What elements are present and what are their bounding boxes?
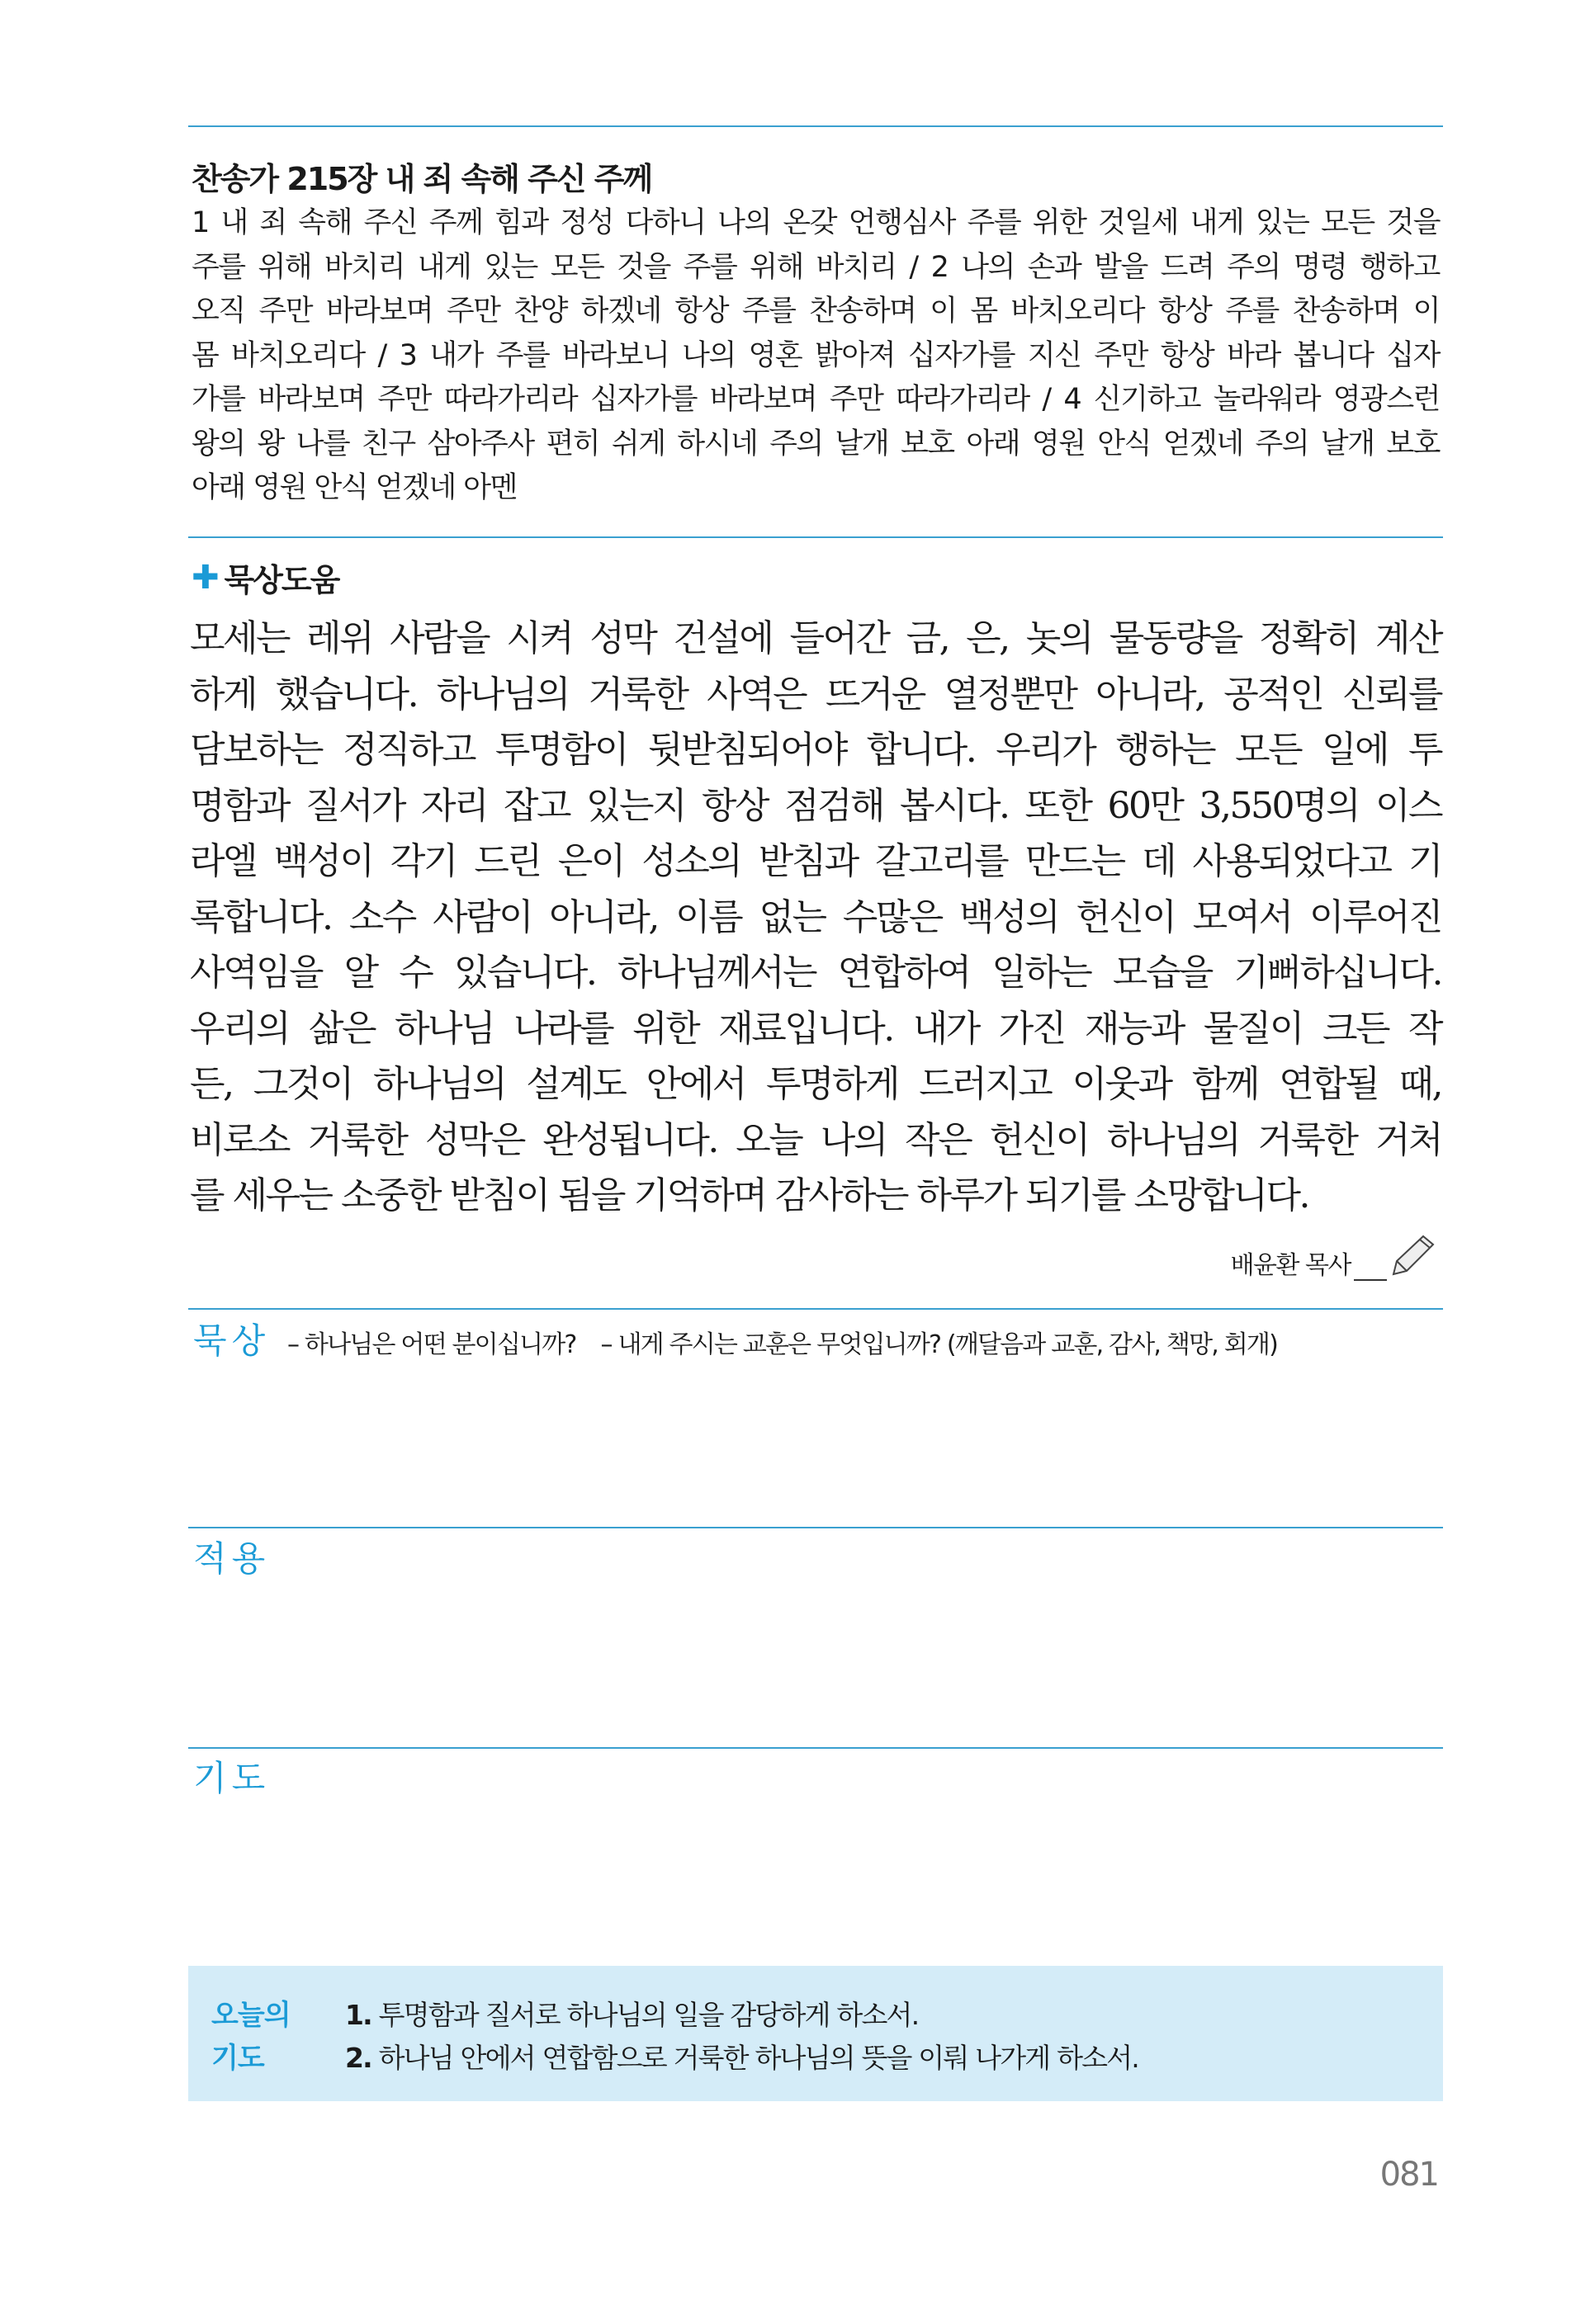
prayer-label: 기도: [193, 1758, 271, 1798]
body-line: 라엘 백성이 각기 드린 은이 성소의 받침과 갈고리를 만드는 데 사용되었다고 기: [190, 840, 1441, 882]
today-prayer-box: [188, 1966, 1443, 2101]
body-line: 우리의 삶은 하나님 나라를 위한 재료입니다. 내가 가진 재능과 물질이 크든 작: [190, 1007, 1441, 1050]
prayer-item: 2. 하나님 안에서 연합함으로 거룩한 하나님의 뜻을 이뤄 나가게 하소서.: [345, 2042, 1138, 2074]
meditation-divider: [188, 1308, 1443, 1310]
meditation-label: 묵상: [193, 1320, 271, 1361]
prayer-divider: [188, 1747, 1443, 1749]
question-2: – 내게 주시는 교훈은 무엇입니까? (깨달음과 교훈, 감사, 책망, 회개): [600, 1330, 1277, 1359]
body-line: 록합니다. 소수 사람이 아니라, 이름 없는 수많은 백성의 헌신이 모여서 이루어진: [190, 895, 1441, 938]
prayer-item: 1. 투명함과 질서로 하나님의 일을 감당하게 하소서.: [345, 1999, 919, 2031]
hymn-line: 몸 바치오리다 / 3 내가 주를 바라보니 나의 영혼 밝아져 십자가를 지신 주만 항상 바라 봅니다 십자: [192, 338, 1440, 372]
meditation-help-title: 묵상도움: [224, 562, 339, 598]
hymn-lyrics: [192, 201, 1440, 511]
body-line: 든, 그것이 하나님의 설계도 안에서 투명하게 드러지고 이웃과 함께 연합될 때,: [190, 1063, 1441, 1105]
meditation-questions: [287, 1324, 1277, 1360]
body-line: 명함과 질서가 자리 잡고 있는지 항상 점검해 봅시다. 또한 60만 3,550명의 이스: [190, 784, 1441, 827]
body-line: 를 세우는 소중한 받침이 됨을 기억하며 감사하는 하루가 되기를 소망합니다.: [190, 1174, 1308, 1216]
today-prayer-label: 오늘의 기도: [211, 1999, 291, 2075]
application-divider: [188, 1527, 1443, 1528]
hymn-line: 왕의 왕 나를 친구 삼아주사 편히 쉬게 하시네 주의 날개 보호 아래 영원 안식 얻겠네 주의 날개 보호: [192, 427, 1440, 461]
body-line: 모세는 레위 사람을 시켜 성막 건설에 들어간 금, 은, 놋의 물동량을 정확히 계산: [190, 617, 1441, 659]
body-line: 사역임을 알 수 있습니다. 하나님께서는 연합하여 일하는 모습을 기뻐하십니다.: [190, 952, 1441, 994]
body-line: 하게 했습니다. 하나님의 거룩한 사역은 뜨거운 열정뿐만 아니라, 공적인 신뢰를: [190, 673, 1441, 716]
hymn-line: 1 내 죄 속해 주신 주께 힘과 정성 다하니 나의 온갖 언행심사 주를 위한 것일세 내게 있는 모든 것을: [192, 206, 1440, 239]
question-1: – 하나님은 어떤 분이십니까?: [287, 1330, 576, 1359]
hymn-title: 찬송가 215장 내 죄 속해 주신 주께: [192, 161, 652, 197]
page-number: 081: [1379, 2156, 1438, 2194]
hymn-divider: [188, 536, 1443, 538]
hymn-line: 아래 영원 안식 얻겠네 아멘: [192, 471, 517, 504]
meditation-help-body: [190, 611, 1441, 1224]
pencil-icon: [1387, 1231, 1436, 1281]
top-divider: [188, 125, 1443, 127]
body-line: 비로소 거룩한 성막은 완성됩니다. 오늘 나의 작은 헌신이 하나님의 거룩한 거처: [190, 1118, 1441, 1161]
hymn-line: 오직 주만 바라보며 주만 찬양 하겠네 항상 주를 찬송하며 이 몸 바치오리다 항상 주를 찬송하며 이: [192, 295, 1440, 328]
author-signature: [1231, 1231, 1436, 1281]
author-name: 배윤환 목사: [1230, 1251, 1351, 1280]
body-line: 담보하는 정직하고 투명함이 뒷받침되어야 합니다. 우리가 행하는 모든 일에 투: [190, 729, 1441, 771]
meditation-help-heading: [192, 555, 338, 600]
application-label: 적용: [193, 1538, 271, 1579]
hymn-line: 주를 위해 바치리 내게 있는 모든 것을 주를 위해 바치리 / 2 나의 손과 발을 드려 주의 명령 행하고: [192, 250, 1440, 284]
today-prayer-items: [345, 1994, 1138, 2080]
hymn-line: 가를 바라보며 주만 따라가리라 십자가를 바라보며 주만 따라가리라 / 4 신기하고 놀라워라 영광스런: [192, 383, 1440, 416]
cross-icon: ✚: [192, 558, 218, 597]
